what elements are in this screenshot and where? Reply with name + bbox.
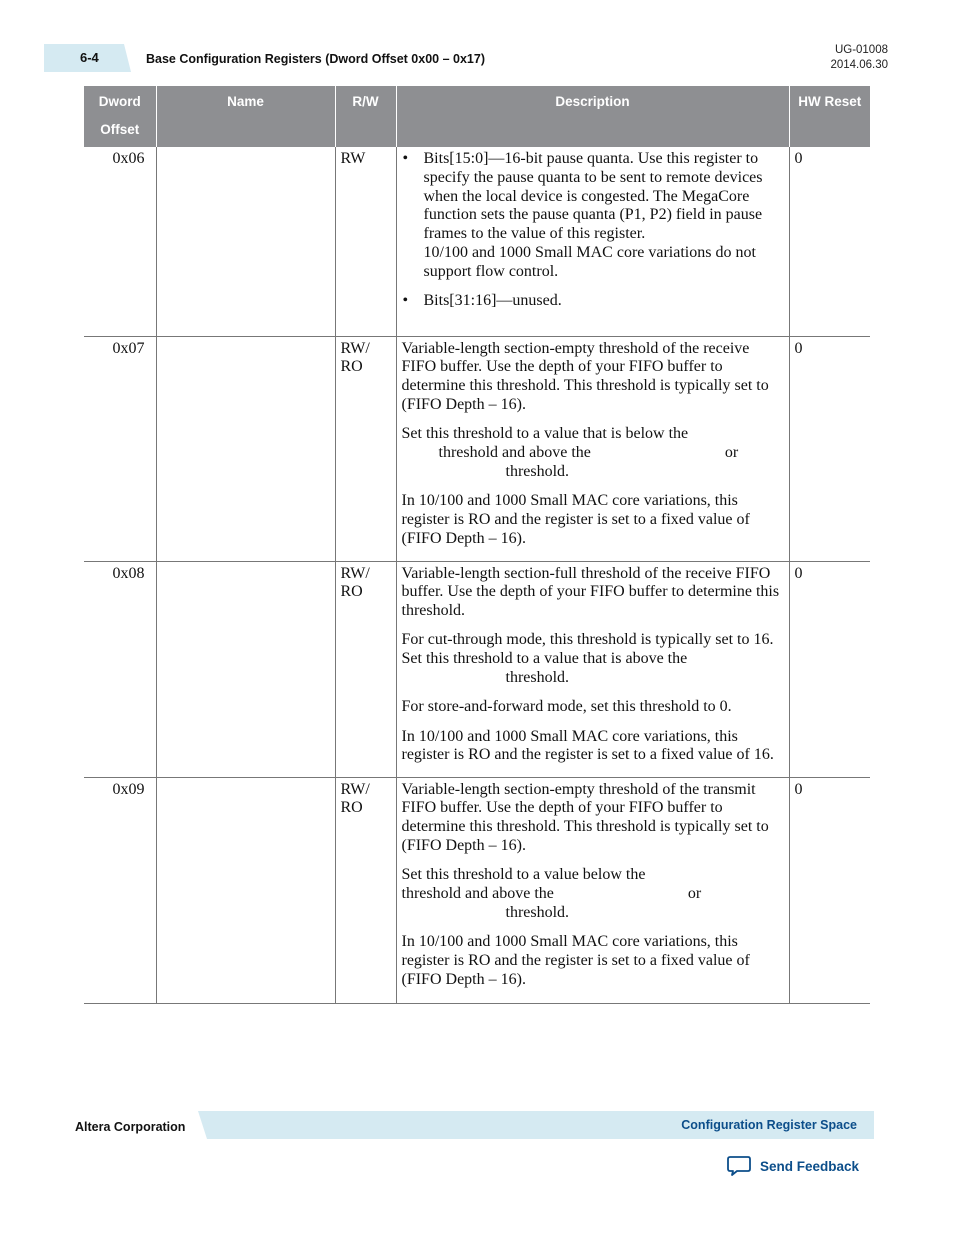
table-row xyxy=(84,336,870,561)
offset-cell: 0x07 xyxy=(84,336,156,561)
rw-cell xyxy=(335,147,396,336)
description-fragment: For cut-through mode, this threshold is typically set to 16. Set this threshold to a value that is above the xyxy=(401,631,774,668)
rw-value: RO xyxy=(340,358,363,376)
rw-value: RW/ xyxy=(340,564,370,582)
description-fragment: threshold. xyxy=(505,462,570,480)
table-row xyxy=(84,777,870,1003)
name-cell xyxy=(156,561,335,777)
section-link[interactable]: Configuration Register Space xyxy=(681,1118,857,1132)
page-number: 6-4 xyxy=(80,50,99,65)
send-feedback-label: Send Feedback xyxy=(760,1158,860,1174)
reset-cell: 0 xyxy=(789,777,870,1003)
rw-value: RW/ xyxy=(340,339,370,357)
description-text: Variable-length section-empty threshold of the receive FIFO buffer. Use the depth of your FIFO buffer to determine this threshold. This threshold is typically set to (FIFO Depth – 16). xyxy=(401,339,769,413)
offset-cell: 0x09 xyxy=(84,777,156,1003)
description-text xyxy=(402,631,784,687)
description-cell xyxy=(396,147,789,336)
document-id xyxy=(830,43,888,73)
column-header-description: Description xyxy=(396,86,789,147)
bullet-icon: • xyxy=(402,291,409,309)
section-title: Base Configuration Registers (Dword Offset 0x00 – 0x17) xyxy=(146,52,485,66)
rw-value: RW/ xyxy=(340,780,370,798)
description-text: In 10/100 and 1000 Small MAC core variations, this register is RO and the register is set to a fixed value of 16. xyxy=(401,727,774,764)
speech-bubble-icon xyxy=(727,1155,751,1177)
description-cell xyxy=(396,777,789,1003)
description-text: For store-and-forward mode, set this threshold to 0. xyxy=(401,698,732,716)
description-text: Variable-length section-full threshold of the receive FIFO buffer. Use the depth of your FIFO buffer to determine this threshold. xyxy=(401,564,780,620)
description-text: 10/100 and 1000 Small MAC core variations do not support flow control. xyxy=(423,243,756,280)
bullet-icon: • xyxy=(402,150,409,167)
description-fragment: threshold and above the xyxy=(438,443,591,461)
rw-value: RO xyxy=(340,799,363,817)
list-item xyxy=(402,150,784,244)
reset-cell: 0 xyxy=(789,336,870,561)
list-item xyxy=(402,292,784,311)
name-cell xyxy=(156,336,335,561)
company-name: Altera Corporation xyxy=(75,1120,186,1134)
description-text xyxy=(402,866,784,922)
description-fragment: threshold and above the xyxy=(401,884,554,902)
table-row xyxy=(84,561,870,777)
description-text: In 10/100 and 1000 Small MAC core variations, this register is RO and the register is set to a fixed value of (FIFO Depth – 16). xyxy=(401,492,750,547)
offset-cell: 0x08 xyxy=(84,561,156,777)
offset-cell: 0x06 xyxy=(84,147,156,336)
table-header-row xyxy=(84,86,870,147)
register-table xyxy=(84,86,870,1004)
rw-cell xyxy=(335,336,396,561)
name-cell xyxy=(156,777,335,1003)
reset-cell: 0 xyxy=(789,147,870,336)
column-header-offset: Dword Offset xyxy=(84,86,156,147)
description-fragment: threshold. xyxy=(505,903,570,921)
description-fragment: Set this threshold to a value below the xyxy=(401,866,646,884)
description-text: In 10/100 and 1000 Small MAC core variations, this register is RO and the register is set to a fixed value of (FIFO Depth – 16). xyxy=(401,933,750,988)
table-row xyxy=(84,147,870,336)
description-fragment: threshold. xyxy=(505,668,570,686)
description-fragment: or xyxy=(724,443,739,461)
description-text: Bits[31:16]—unused. xyxy=(423,291,562,309)
description-text xyxy=(402,425,784,481)
description-fragment: or xyxy=(687,884,702,902)
column-header-rw: R/W xyxy=(335,86,396,147)
document-number: UG-01008 xyxy=(834,44,888,56)
rw-cell xyxy=(335,777,396,1003)
description-text: Variable-length section-empty threshold of the transmit FIFO buffer. Use the depth of your FIFO buffer to determine this threshold. This threshold is typically set to (FIFO Depth – 16). xyxy=(401,780,769,854)
description-cell xyxy=(396,336,789,561)
column-header-reset: HW Reset xyxy=(789,86,870,147)
column-header-name: Name xyxy=(156,86,335,147)
name-cell xyxy=(156,147,335,336)
rw-value: RW xyxy=(340,150,366,167)
description-text: Bits[15:0]—16-bit pause quanta. Use this register to specify the pause quanta to be sent to remote devices when the local device is congested. The MegaCore function sets the pause quanta (P1, P2) field in pause frames to the value of this register. xyxy=(423,150,763,243)
document-date: 2014.06.30 xyxy=(830,59,888,71)
rw-value: RO xyxy=(340,583,363,601)
reset-cell: 0 xyxy=(789,561,870,777)
rw-cell xyxy=(335,561,396,777)
description-fragment: Set this threshold to a value that is below the xyxy=(401,425,689,443)
send-feedback-link[interactable] xyxy=(727,1154,859,1178)
description-cell xyxy=(396,561,789,777)
